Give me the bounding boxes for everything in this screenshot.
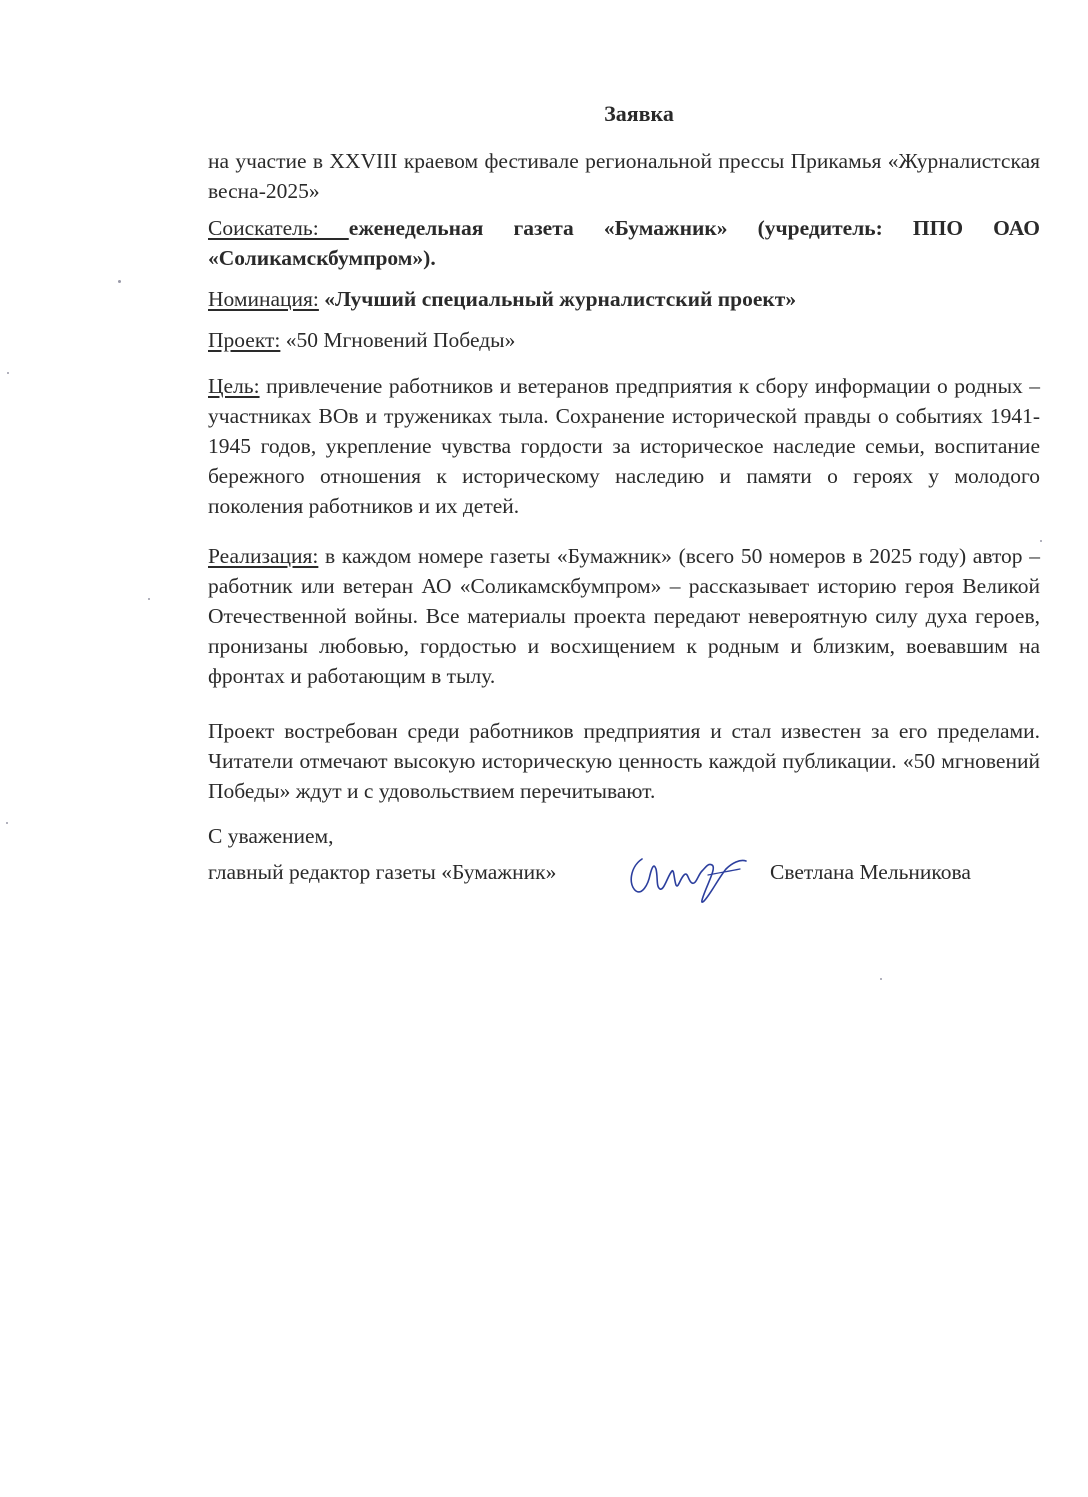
project-value: «50 Мгновений Победы»	[280, 328, 516, 352]
signer-title: главный редактор газеты «Бумажник»	[208, 860, 557, 884]
goal-value: привлечение работников и ветеранов предприятия к сбору информации о родных – участниках ВОв и тружениках тыла. Сохранение исторической правды о событиях 1941-1945 годов, укрепление чувства гордости за историческое наследие семьи, воспитание бережного отношения к историческому наследию и памяти о героях у молодого поколения работников и их детей.	[208, 374, 1040, 518]
project-label: Проект:	[208, 328, 281, 352]
nomination-label: Номинация:	[208, 287, 319, 311]
signature-row	[208, 853, 1040, 893]
signer-name: Светлана Мельникова	[770, 860, 971, 884]
scan-speck	[7, 372, 9, 374]
scan-speck	[6, 822, 8, 824]
project-paragraph	[208, 325, 1040, 355]
reception-paragraph: Проект востребован среди работников предприятия и стал известен за его пределами. Читатели отмечают высокую историческую ценность каждой публикации. «50 мгновений Победы» ждут и с удовольствием перечитывают.	[208, 719, 1040, 803]
document-title: Заявка	[604, 101, 674, 126]
goal-paragraph	[208, 371, 1040, 521]
closing-line: С уважением,	[208, 824, 334, 848]
implementation-label: Реализация:	[208, 544, 319, 568]
applicant-label: Соискатель:	[208, 216, 349, 240]
scan-speck	[880, 978, 882, 980]
nomination-paragraph	[208, 284, 1040, 314]
goal-label: Цель:	[208, 374, 260, 398]
implementation-paragraph	[208, 541, 1040, 691]
nomination-value: «Лучший специальный журналистский проект»	[318, 287, 797, 311]
applicant-paragraph	[208, 213, 1040, 273]
implementation-value: в каждом номере газеты «Бумажник» (всего 50 номеров в 2025 году) автор – работник или ветеран АО «Соликамскбумпром» – рассказывает историю героя Великой Отечественной войны. Все материалы проекта передают невероятную силу духа героев, пронизаны любовью, гордостью и восхищением к родным и близким, воевавшим на фронтах и работающим в тылу.	[208, 544, 1040, 688]
scan-speck	[148, 598, 150, 600]
scan-speck	[118, 280, 121, 283]
intro-paragraph: на участие в XXVIII краевом фестивале региональной прессы Прикамья «Журналистская весна-2025»	[208, 149, 1040, 203]
handwritten-signature	[622, 845, 752, 909]
scan-speck	[1040, 540, 1042, 542]
applicant-value: еженедельная газета «Бумажник» (учредитель: ППО ОАО «Соликамскбумпром»).	[208, 216, 1040, 270]
